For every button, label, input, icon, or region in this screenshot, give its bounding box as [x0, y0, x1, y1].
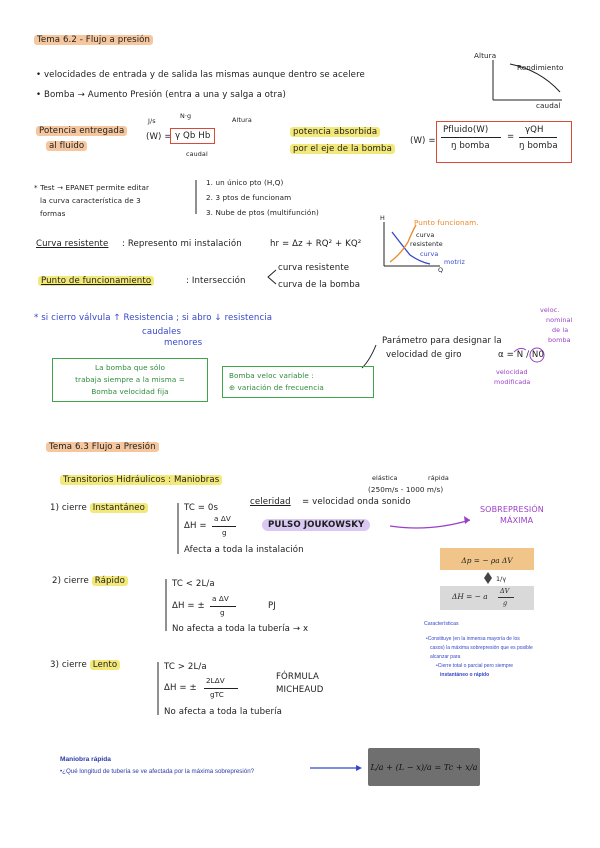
formula-box-delta-p-text: Δp = − ρa ΔV [461, 556, 513, 565]
param-bottom-2: modificada [494, 378, 531, 386]
cierre-3-line-2-pre: ΔH = ± [164, 683, 197, 693]
cierre-1-fraction-bar [212, 526, 236, 527]
transitorios-subtitle: Transitorios Hidráulicos : Maniobras [60, 475, 222, 485]
cierre-2-fraction-bar [210, 606, 236, 607]
maniobra-question: •¿Qué longitud de tubería se ve afectada por la máxima sobrepresión? [60, 768, 255, 775]
cierre-3-title [50, 660, 120, 670]
cierre-2-pj: PJ [268, 601, 276, 611]
epanet-line-2: la curva característica de 3 [40, 196, 141, 205]
bullet-velocidades: • velocidades de entrada y de salida las mismas aunque dentro se acelere [36, 70, 365, 80]
cierre-3-fraction-bar [204, 688, 238, 689]
cierre-2-line-2-den: g [220, 608, 225, 617]
green-box-fixed-speed [52, 358, 208, 402]
cierre-2-line-2-pre: ΔH = ± [172, 601, 205, 611]
potencia-entregada-label-1: Potencia entregada [36, 126, 127, 136]
maniobra-title: Maniobra rápida [60, 756, 111, 763]
param-line-1: Parámetro para designar la [382, 336, 502, 346]
valvula-line: * si cierro válvula ↑ Resistencia ; si abro ↓ resistencia [34, 313, 273, 323]
param-line-2: velocidad de giro [386, 350, 462, 360]
graph2-curva-motriz-2: motriz [444, 258, 465, 266]
cierre-1-highlight: Instantáneo [90, 503, 148, 513]
green-box-1-line-2: trabaja siempre a la misma = [75, 375, 185, 384]
graph1-curve-label: Rendimiento [517, 63, 564, 72]
formula-box-ratio: 1/γ [496, 575, 507, 583]
cierre-3-line-3: No afecta a toda la tubería [164, 707, 282, 717]
formula-top: N·g [180, 112, 192, 120]
punto-funcionamiento-desc: : Intersección [186, 276, 246, 286]
cierre-1-celeridad: celeridad [250, 497, 291, 507]
absorbida-label-1: potencia absorbida [290, 127, 380, 137]
green-box-variable-speed [222, 366, 374, 398]
formula-box-delta-h-den: g [503, 599, 508, 607]
pulso-joukowsky: PULSO JOUKOWSKY [262, 519, 370, 531]
label-elastica: elástica [372, 474, 398, 482]
cierre-1-line-1: TC = 0s [184, 503, 219, 513]
graph1-xlabel: caudal [536, 101, 561, 110]
absorbida-fraction-bar [441, 137, 501, 138]
graph2-curva-res-1: curva [416, 231, 435, 239]
formula-box-delta-h-bar [498, 597, 514, 598]
cierre-1-line-2-pre: ΔH = [184, 521, 207, 531]
epanet-option-3: 3. Nube de ptos (multifunción) [206, 208, 319, 217]
topic-title-1: Tema 6.2 - Flujo a presión [34, 35, 153, 45]
punto-funcionamiento-label: Punto de funcionamiento [38, 276, 154, 286]
epanet-option-1: 1. un único pto (H,Q) [206, 178, 284, 187]
cierre-2-line-1: TC < 2L/a [172, 579, 215, 589]
absorbida-formula-box [436, 121, 572, 163]
caracteristicas-line-4: •Cierre total o parcial pero siempre [436, 663, 514, 669]
absorbida-den2: ŋ bomba [519, 141, 558, 151]
cierre-1-line-3: Afecta a toda la instalación [184, 545, 304, 555]
caracteristicas-title: Características [424, 621, 459, 627]
epanet-line-3: formas [40, 209, 66, 218]
punto-option-1: curva resistente [278, 263, 350, 273]
valvula-sub-1: caudales [142, 327, 182, 337]
maniobra-formula-box [368, 748, 480, 786]
formula-michaud-2: MICHEAUD [276, 685, 324, 695]
valvula-sub-2: menores [164, 338, 203, 348]
formula-box-delta-h-num: ΔV [500, 587, 510, 595]
epanet-option-2: 2. 3 ptos de funcionam [206, 193, 292, 202]
label-rapida: rápida [428, 474, 449, 482]
graph2-ylabel: H [380, 214, 385, 222]
curva-resistente-label: Curva resistente [36, 239, 109, 249]
param-side-4: bomba [548, 336, 571, 344]
sobrepresion-label-2: MÁXIMA [500, 516, 534, 525]
formula-altura: Altura [232, 116, 252, 124]
formula-michaud-1: FÓRMULA [276, 672, 319, 682]
formula-box-delta-p [440, 548, 534, 570]
graph2-punto-funcionamiento: Punto funcionam. [414, 218, 479, 227]
cierre-3-line-1: TC > 2L/a [164, 662, 207, 672]
cierre-1-title [50, 503, 148, 513]
bullet-bomba: • Bomba → Aumento Presión (entra a una y salga a otra) [36, 90, 286, 100]
formula-box-delta-h-pre: ΔH = − a [452, 592, 488, 601]
cierre-1-celeridad-desc: = velocidad onda sonido [302, 497, 411, 507]
green-box-1-line-1: La bomba que sólo [95, 363, 165, 372]
potencia-entregada-label-2: al fluido [46, 141, 87, 151]
cierre-3-line-2-num: 2LΔV [206, 676, 225, 685]
maniobra-formula: L/a + (L − x)/a = Tc + x/a [370, 762, 478, 772]
param-side-1: veloc. [540, 306, 560, 314]
caracteristicas-line-1: •Constituye (en la inmensa mayoría de los [426, 636, 520, 642]
formula-units: (W) = [146, 132, 172, 142]
graph2-curva-motriz-1: curva [420, 250, 439, 258]
param-side-2: nominal [546, 316, 573, 324]
cierre-2-title [52, 576, 128, 586]
green-box-2-line-2: ⊕ variación de frecuencia [229, 383, 324, 392]
cierre-2-highlight: Rápido [92, 576, 128, 586]
green-box-2-line-1: Bomba veloc variable : [229, 371, 314, 380]
cierre-2-line-3: No afecta a toda la tubería → x [172, 624, 309, 634]
epanet-line-1: * Test → EPANET permite editar [34, 183, 150, 192]
absorbida-eq: = [507, 132, 515, 142]
cierre-3-line-2-den: gTC [210, 690, 224, 699]
formula-box-delta-h [440, 586, 534, 610]
absorbida-num2: γQH [525, 125, 544, 135]
cierre-3-prefix: 3) cierre [50, 660, 87, 670]
cierre-3-highlight: Lento [90, 660, 121, 670]
graph2-xlabel: Q [438, 266, 444, 274]
param-formula: α = N / N0 [498, 350, 545, 360]
celeridad-range: (250m/s - 1000 m/s) [368, 485, 444, 494]
caracteristicas-line-3: alcanzar para [430, 654, 461, 660]
caracteristicas-line-2: casos) la máxima sobrepresión que es posible [430, 645, 533, 651]
absorbida-num: Pfluido(W) [443, 125, 489, 135]
absorbida-fraction-bar-2 [519, 137, 557, 138]
green-box-1-line-3: Bomba velocidad fija [91, 387, 169, 396]
formula-units-top: J/s [148, 117, 156, 125]
absorbida-units: (W) = [410, 136, 436, 146]
cierre-2-prefix: 2) cierre [52, 576, 89, 586]
sobrepresion-label-1: SOBREPRESIÓN [480, 505, 544, 514]
curva-resistente-formula: hr = Δz + RQ² + KQ² [270, 239, 362, 249]
formula-caudal: caudal [186, 150, 208, 158]
absorbida-den: ŋ bomba [451, 141, 490, 151]
topic-title-2: Tema 6.3 Flujo a Presión [46, 442, 159, 452]
param-side-3: de la [552, 326, 569, 334]
punto-option-2: curva de la bomba [278, 280, 361, 290]
cierre-1-line-2-num: a ΔV [214, 514, 231, 523]
cierre-1-line-2-den: g [222, 528, 227, 537]
formula-main: γ Qb Hb [170, 128, 215, 144]
cierre-1-prefix: 1) cierre [50, 503, 87, 513]
graph2-curva-res-2: resistente [410, 240, 443, 248]
cierre-2-line-2-num: a ΔV [212, 594, 229, 603]
graph1-ylabel: Altura [474, 51, 497, 60]
caracteristicas-line-5: instantáneo o rápido [440, 672, 490, 678]
param-bottom-1: velocidad [496, 368, 528, 376]
curva-resistente-desc: : Represento mi instalación [122, 239, 242, 249]
absorbida-label-2: por el eje de la bomba [290, 144, 395, 154]
